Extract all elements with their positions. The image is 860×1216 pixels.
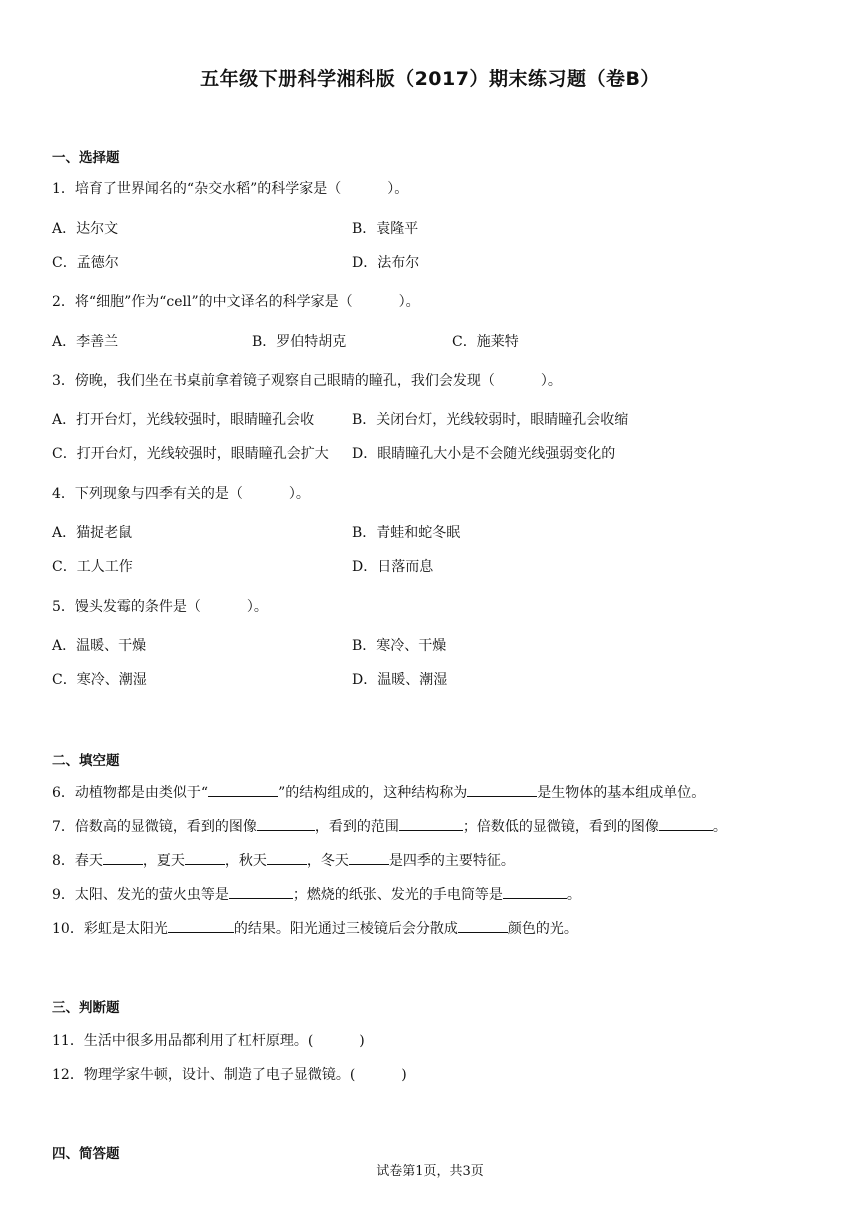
question-1-option-d: D．法布尔: [352, 255, 420, 271]
question-2-stem: 2．将“细胞”作为“cell”的中文译名的科学家是（ ）。: [52, 294, 420, 310]
section-heading-short-answer: 四、简答题: [52, 1146, 120, 1162]
question-7: 7．倍数高的显微镜，看到的图像 ，看到的范围 ；倍数低的显微镜，看到的图像 。: [52, 816, 727, 836]
question-4-option-b: B．青蛙和蛇冬眠: [352, 525, 461, 541]
section-heading-fill: 二、填空题: [52, 753, 120, 769]
question-8: 8．春天 ，夏天 ，秋天 ，冬天 是四季的主要特征。: [52, 850, 515, 870]
answer-blank[interactable]: [399, 816, 463, 831]
question-5-option-a: A．温暖、干燥: [52, 638, 147, 654]
section-heading-choice: 一、选择题: [52, 150, 120, 166]
question-4-option-d: D．日落而息: [352, 559, 434, 575]
question-12: 12．物理学家牛顿，设计、制造了电子显微镜。( ): [52, 1067, 407, 1083]
answer-blank[interactable]: [503, 884, 567, 899]
answer-blank[interactable]: [103, 850, 143, 865]
question-6: 6．动植物都是由类似于“ ”的结构组成的，这种结构称为 是生物体的基本组成单位。: [52, 782, 705, 802]
answer-blank[interactable]: [168, 918, 234, 933]
question-11: 11．生活中很多用品都利用了杠杆原理。( ): [52, 1033, 365, 1049]
question-1-option-c: C．孟德尔: [52, 255, 119, 271]
question-3-option-c: C．打开台灯，光线较强时，眼睛瞳孔会扩大: [52, 446, 329, 462]
answer-blank[interactable]: [208, 782, 278, 797]
question-10: 10．彩虹是太阳光 的结果。阳光通过三棱镜后会分散成 颜色的光。: [52, 918, 578, 938]
question-4-option-c: C．工人工作: [52, 559, 133, 575]
answer-blank[interactable]: [349, 850, 389, 865]
question-1-option-b: B．袁隆平: [352, 221, 419, 237]
question-5-option-b: B．寒冷、干燥: [352, 638, 447, 654]
answer-blank[interactable]: [185, 850, 225, 865]
question-2-option-b: B．罗伯特胡克: [252, 334, 347, 350]
question-5-option-c: C．寒冷、潮湿: [52, 672, 147, 688]
page-footer: 试卷第1页，共3页: [376, 1164, 484, 1179]
page-title: 五年级下册科学湘科版（2017）期末练习题（卷B）: [200, 68, 660, 90]
answer-blank[interactable]: [257, 816, 315, 831]
question-3-option-b: B．关闭台灯，光线较弱时，眼睛瞳孔会收缩: [352, 412, 629, 428]
answer-blank[interactable]: [229, 884, 293, 899]
question-4-option-a: A．猫捉老鼠: [52, 525, 133, 541]
question-3-stem: 3．傍晚，我们坐在书桌前拿着镜子观察自己眼睛的瞳孔，我们会发现（ ）。: [52, 373, 562, 389]
question-5-stem: 5．馒头发霉的条件是（ ）。: [52, 599, 268, 615]
question-3-option-d: D．眼睛瞳孔大小是不会随光线强弱变化的: [352, 446, 616, 462]
section-heading-judge: 三、判断题: [52, 1000, 120, 1016]
question-5-option-d: D．温暖、潮湿: [352, 672, 448, 688]
question-3-option-a: A．打开台灯，光线较强时，眼睛瞳孔会收: [52, 412, 315, 428]
answer-blank[interactable]: [267, 850, 307, 865]
question-2-option-a: A．李善兰: [52, 334, 119, 350]
answer-blank[interactable]: [458, 918, 508, 933]
question-2-option-c: C．施莱特: [452, 334, 519, 350]
answer-blank[interactable]: [659, 816, 713, 831]
question-1-stem: 1．培育了世界闻名的“杂交水稻”的科学家是（ ）。: [52, 181, 409, 197]
answer-blank[interactable]: [467, 782, 537, 797]
question-9: 9．太阳、发光的萤火虫等是 ；燃烧的纸张、发光的手电筒等是 。: [52, 884, 581, 904]
question-1-option-a: A．达尔文: [52, 221, 119, 237]
question-4-stem: 4．下列现象与四季有关的是（ ）。: [52, 486, 310, 502]
